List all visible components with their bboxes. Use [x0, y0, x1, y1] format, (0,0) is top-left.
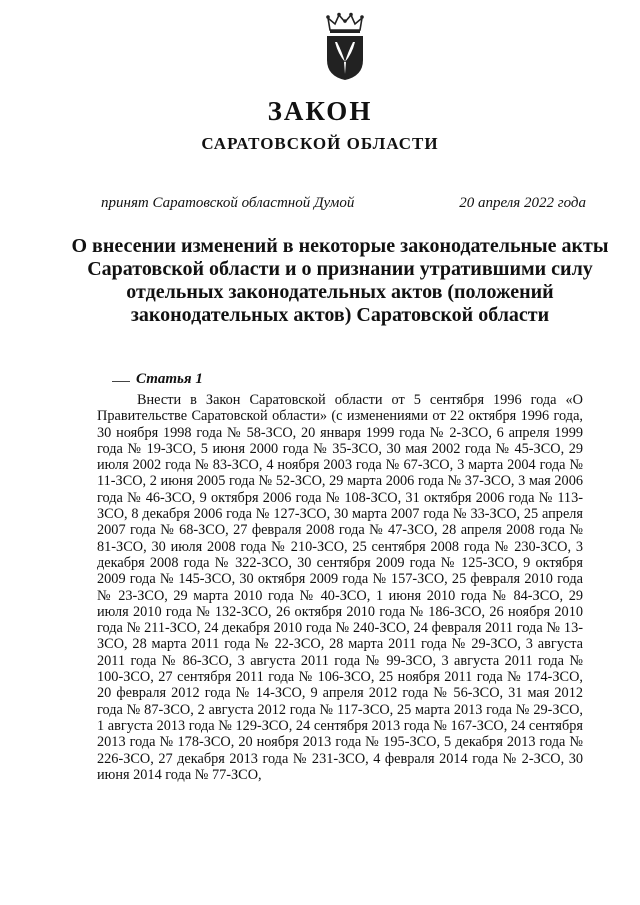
article-label: Статья 1: [136, 371, 203, 387]
saratov-coat-of-arms-icon: [320, 12, 370, 82]
margin-mark: [112, 381, 130, 382]
adoption-date: 20 апреля 2022 года: [459, 195, 586, 211]
law-title: ЗАКОН: [267, 96, 373, 126]
region-subtitle: САРАТОВСКОЙ ОБЛАСТИ: [201, 134, 439, 153]
adopted-by: принят Саратовской областной Думой: [101, 195, 355, 211]
article-text: Внести в Закон Саратовской области от 5 сентября 1996 года «О Правительстве Саратовской области» (с изменениями от 22 октября 1996 года, 30 ноября 1998 года № 58-ЗСО, 20 января 1999 года № 2-ЗСО, 6 апреля 1999 года № 19-ЗСО, 5 июня 2000 года № 35-ЗСО, 30 мая 2002 года № 45-ЗСО, 29 июля 2002 года № 83-ЗСО, 4 ноября 2003 года № 67-ЗСО, 3 марта 2004 года № 11-ЗСО, 2 июня 2005 года № 52-ЗСО, 29 марта 2006 года № 37-ЗСО, 3 мая 2006 года № 46-ЗСО, 9 октября 2006 года № 108-ЗСО, 31 октября 2006 года № 113-ЗСО, 8 декабря 2006 года № 127-ЗСО, 30 марта 2007 года № 33-ЗСО, 25 апреля 2007 года № 68-ЗСО, 27 февраля 2008 года № 47-ЗСО, 28 апреля 2008 года № 81-ЗСО, 30 июля 2008 года № 210-ЗСО, 25 сентября 2008 года № 230-ЗСО, 3 декабря 2008 года № 322-ЗСО, 30 сентября 2009 года № 125-ЗСО, 9 октября 2009 года № 145-ЗСО, 30 октября 2009 года № 157-ЗСО, 25 февраля 2010 года № 23-ЗСО, 29 марта 2010 года № 40-ЗСО, 1 июня 2010 года № 84-ЗСО, 29 июля 2010 года № 132-ЗСО, 26 октября 2010 года № 186-ЗСО, 26 ноября 2010 года № 211-ЗСО, 24 декабря 2010 года № 240-ЗСО, 24 февраля 2011 года № 13-ЗСО, 28 марта 2011 года № 22-ЗСО, 28 марта 2011 года № 29-ЗСО, 3 августа 2011 года № 86-ЗСО, 3 августа 2011 года № 99-ЗСО, 3 августа 2011 года № 100-ЗСО, 27 сентября 2011 года № 106-ЗСО, 25 ноября 2011 года № 174-ЗСО, 20 февраля 2012 года № 14-ЗСО, 9 апреля 2012 года № 56-ЗСО, 31 мая 2012 года № 87-ЗСО, 2 августа 2012 года № 117-ЗСО, 25 марта 2013 года № 29-ЗСО, 1 августа 2013 года № 129-ЗСО, 24 сентября 2013 года № 167-ЗСО, 24 сентября 2013 года № 178-ЗСО, 20 ноября 2013 года № 195-ЗСО, 5 декабря 2013 года № 226-ЗСО, 27 декабря 2013 года № 231-ЗСО, 4 февраля 2014 года № 2-ЗСО, 30 июня 2014 года № 77-ЗСО,: [97, 392, 583, 783]
article-body: [97, 392, 583, 783]
law-heading: О внесении изменений в некоторые законодательные акты Саратовской области и о признании утратившими силу отдельных законодательных актов (положений законодательных актов) Саратовской области: [71, 235, 609, 326]
